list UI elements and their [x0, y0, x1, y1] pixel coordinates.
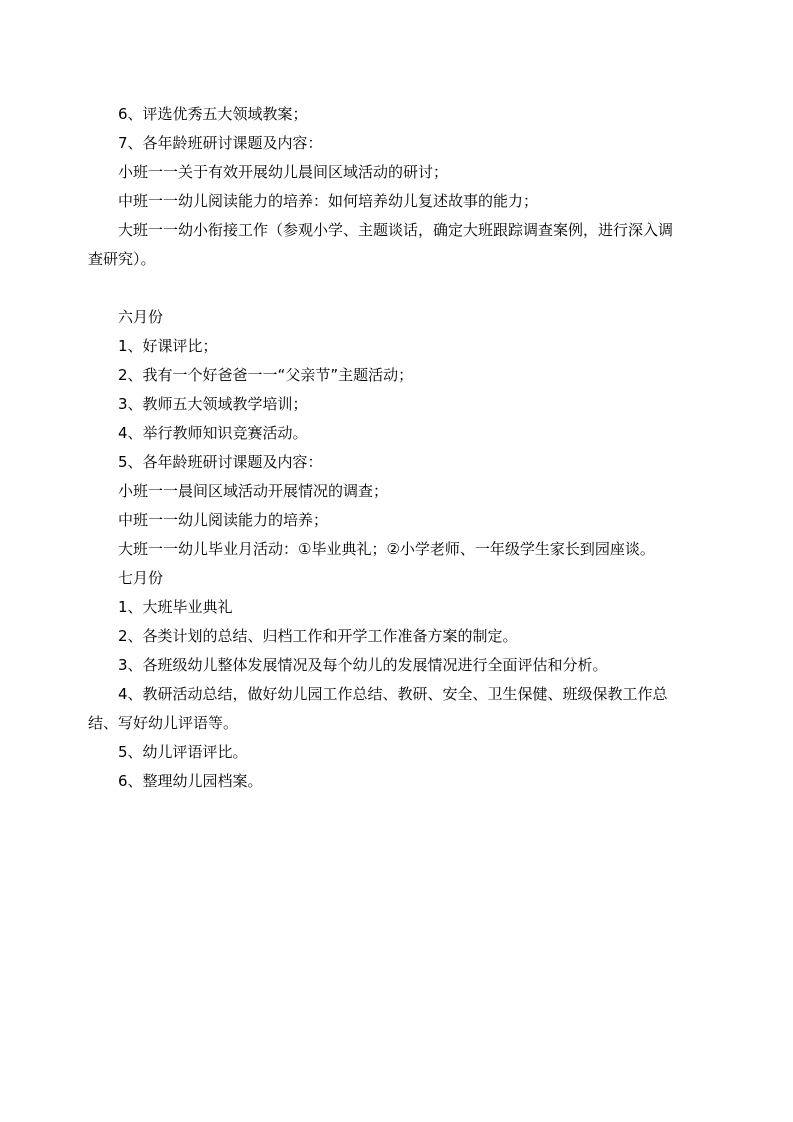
large-class-topic: 大班一一幼小衔接工作（参观小学、主题谈话，确定大班跟踪调查案例，进行深入调 [118, 221, 674, 239]
small-class-topic: 小班一一关于有效开展幼儿晨间区域活动的研讨； [118, 163, 449, 181]
june-item-5: 5、各年龄班研讨课题及内容： [118, 453, 323, 471]
july-item-5: 5、幼儿评语评比。 [118, 743, 248, 761]
june-large-class: 大班一一幼儿毕业月活动：①毕业典礼；②小学老师、一年级学生家长到园座谈。 [118, 540, 655, 558]
july-heading: 七月份 [118, 569, 164, 587]
july-item-4: 4、教研活动总结，做好幼儿园工作总结、教研、安全、卫生保健、班级保教工作总 [118, 685, 668, 703]
large-class-topic-continued: 查研究）。 [88, 250, 156, 268]
june-middle-class: 中班一一幼儿阅读能力的培养； [118, 511, 329, 529]
middle-class-topic: 中班一一幼儿阅读能力的培养：如何培养幼儿复述故事的能力； [118, 192, 539, 210]
june-item-3: 3、教师五大领域教学培训； [118, 395, 308, 413]
july-item-3: 3、各班级幼儿整体发展情况及每个幼儿的发展情况进行全面评估和分析。 [118, 656, 608, 674]
july-item-4-continued: 结、写好幼儿评语等。 [88, 714, 239, 732]
june-item-4: 4、举行教师知识竞赛活动。 [118, 424, 308, 442]
june-small-class: 小班一一晨间区域活动开展情况的调查； [118, 482, 389, 500]
june-heading: 六月份 [118, 308, 164, 326]
july-item-1: 1、大班毕业典礼 [118, 598, 233, 616]
item-6-select-lesson-plans: 6、评选优秀五大领域教案； [118, 105, 308, 123]
june-item-1: 1、好课评比； [118, 337, 218, 355]
july-item-2: 2、各类计划的总结、归档工作和开学工作准备方案的制定。 [118, 627, 518, 645]
item-7-research-topics: 7、各年龄班研讨课题及内容： [118, 134, 323, 152]
july-item-6: 6、整理幼儿园档案。 [118, 772, 263, 790]
june-item-2: 2、我有一个好爸爸一一“父亲节”主题活动； [118, 366, 414, 384]
